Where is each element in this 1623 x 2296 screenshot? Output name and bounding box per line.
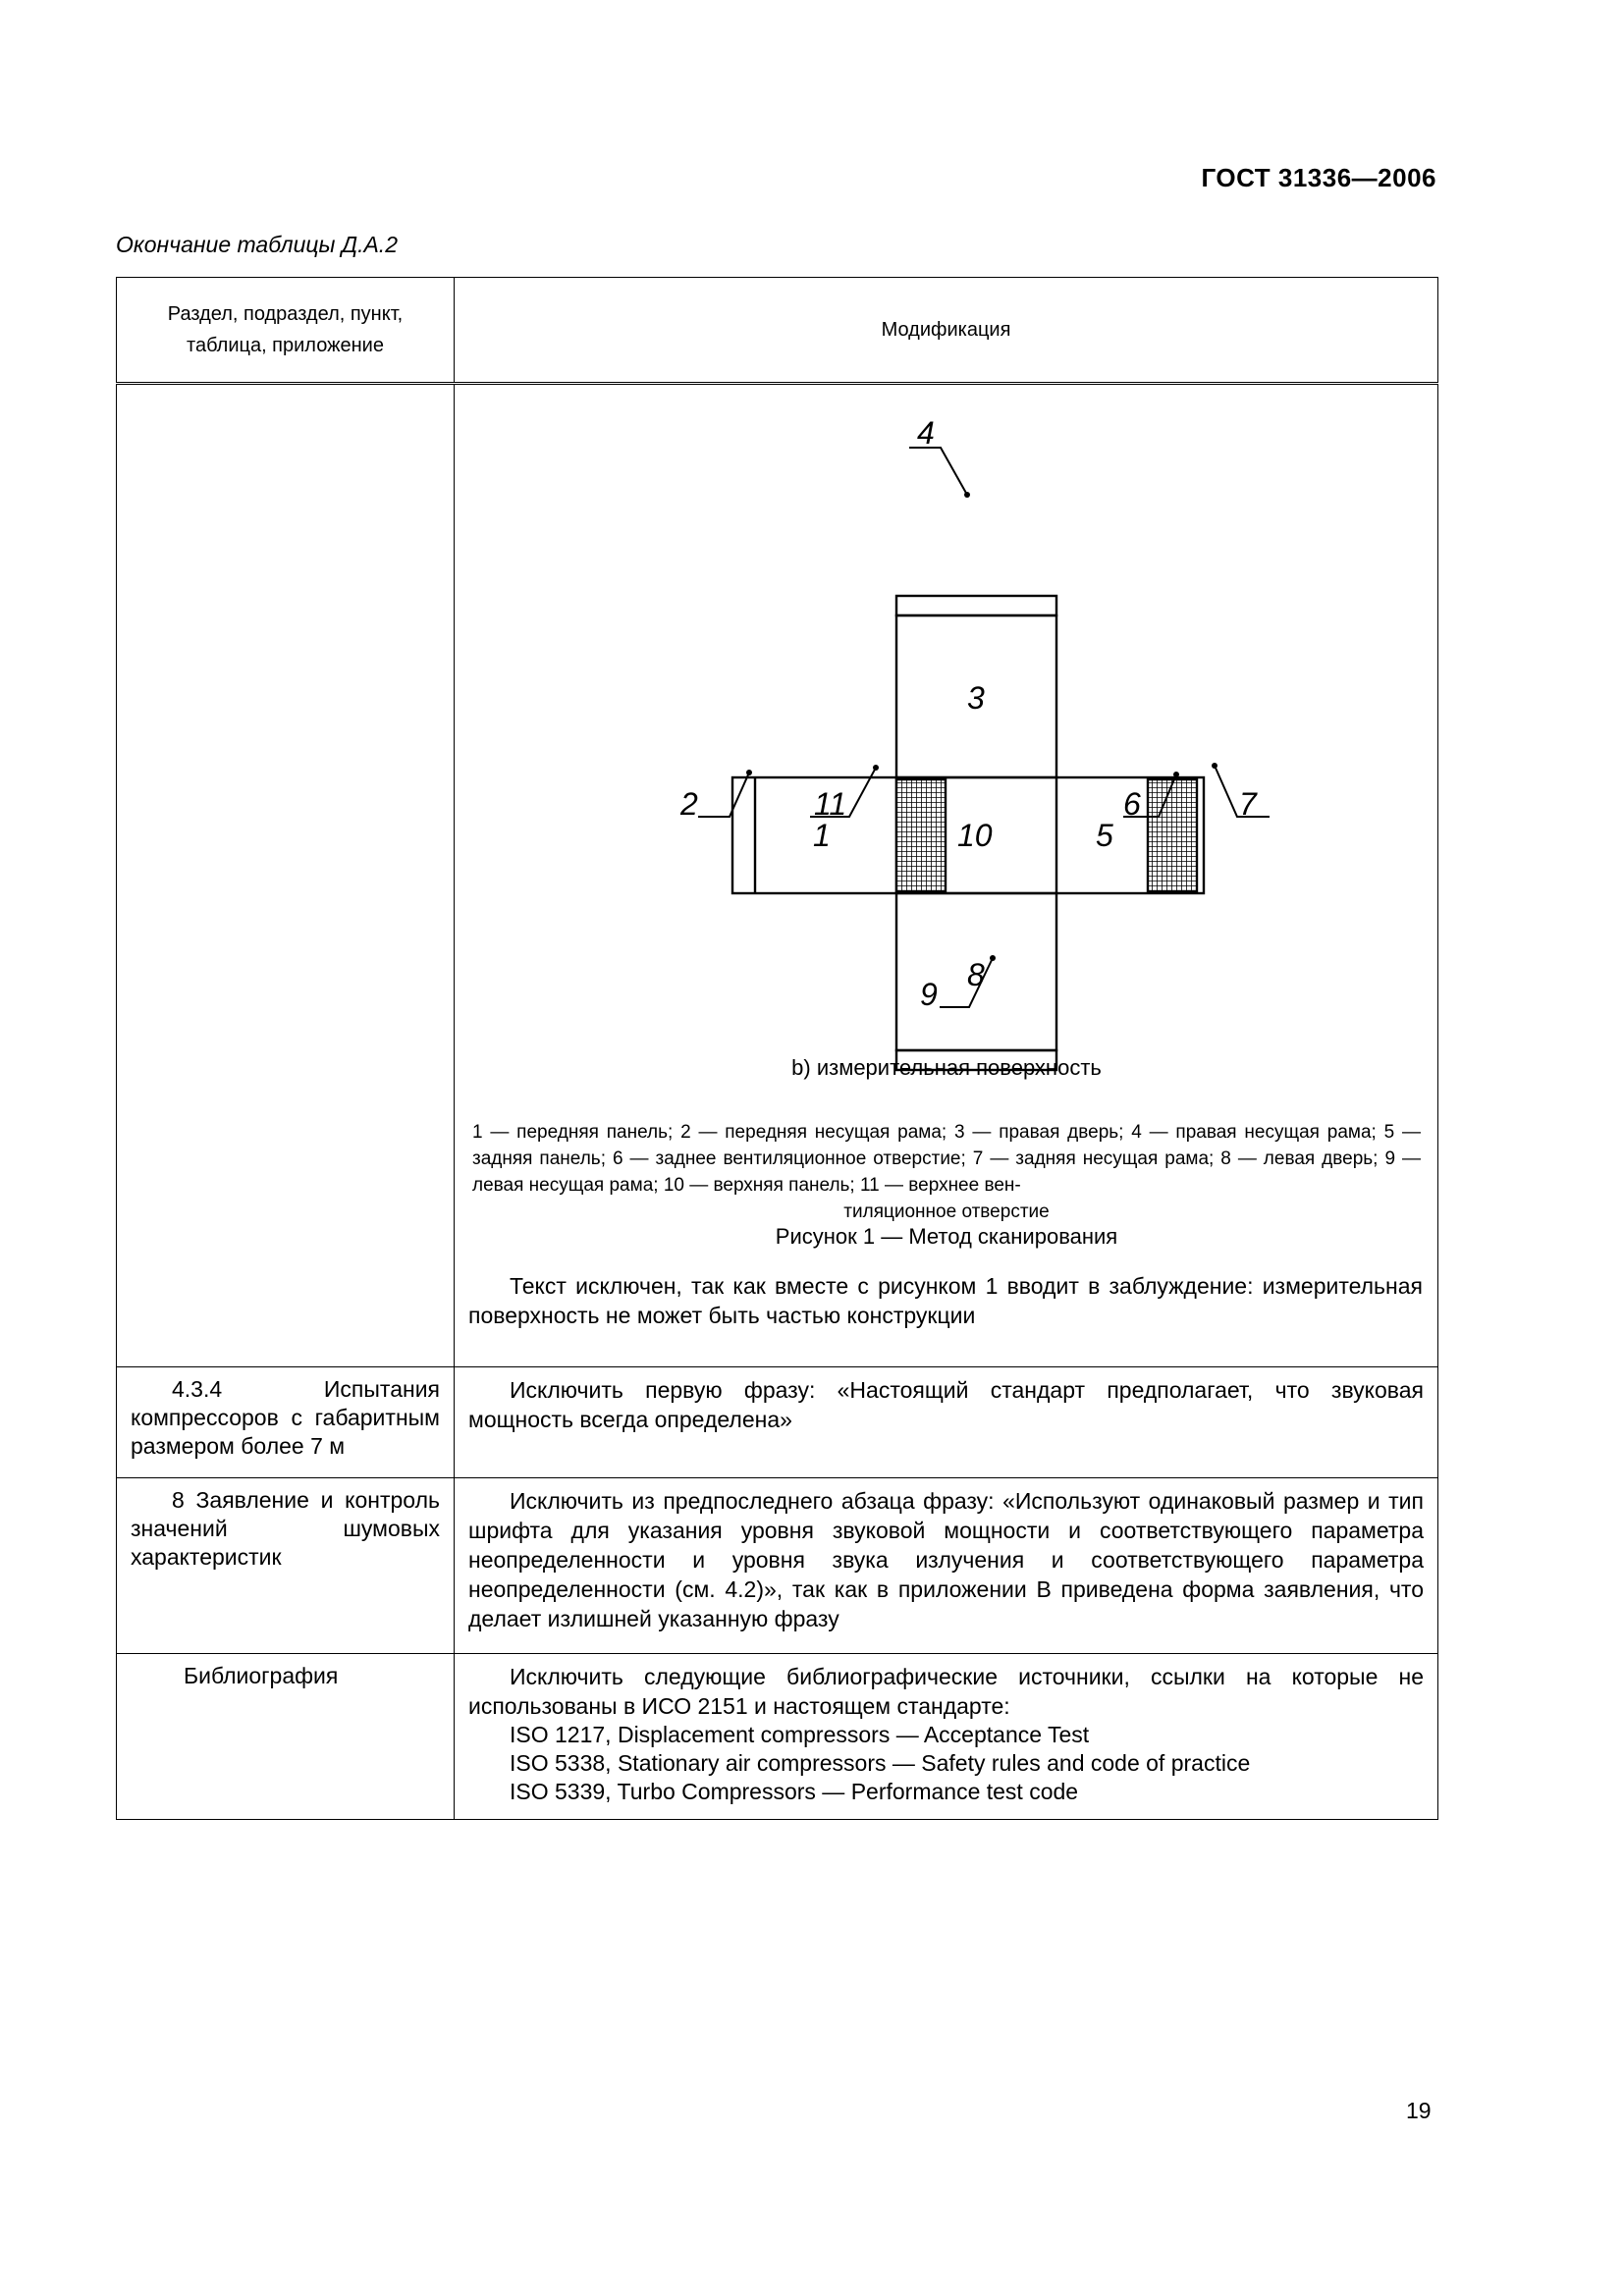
label-10: 10 (957, 818, 993, 853)
reference-item: ISO 5339, Turbo Compressors — Performance test code (510, 1779, 1079, 1804)
table-row (117, 384, 1438, 1367)
reference-item: ISO 1217, Displacement compressors — Acceptance Test (510, 1722, 1090, 1747)
label-1: 1 (813, 818, 831, 853)
section-cell: Библиография (117, 1654, 455, 1820)
label-9: 9 (920, 977, 938, 1012)
empty-section-cell (117, 384, 455, 1367)
modification-cell: Исключить следующие библиографические источники, ссылки на которые не использованы в ИСО 2151 и настоящем стандарте: ISO 1217, Displacement compressors — Acceptance Test ISO 5338, Stationary air compressors — Safety rules and code of practice ISO 5339, Turbo Compressors — Performance test code (455, 1654, 1438, 1820)
section-cell: 4.3.4 Испытания компрессоров с габаритным размером более 7 м (117, 1367, 455, 1478)
right-frame-4 (896, 596, 1056, 615)
reference-item: ISO 5338, Stationary air compressors — Safety rules and code of practice (510, 1750, 1251, 1776)
column-header-section: Раздел, подраздел, пункт, таблица, приложение (117, 278, 455, 384)
figure-title: Рисунок 1 — Метод сканирования (775, 1224, 1118, 1249)
label-2: 2 (680, 786, 698, 822)
standard-code: ГОСТ 31336—2006 (1201, 163, 1436, 192)
modifications-table (116, 277, 1438, 1820)
table-header-row (117, 278, 1438, 384)
label-7: 7 (1239, 786, 1257, 822)
modification-cell: Исключить первую фразу: «Настоящий стандарт предполагает, что звуковая мощность всегда определена» (455, 1367, 1438, 1478)
figure-legend (472, 1119, 1421, 1225)
figure-subcaption: b) измерительная поверхность (791, 1055, 1102, 1080)
label-4: 4 (917, 415, 935, 451)
table-row (117, 1654, 1438, 1820)
figure-legend-last-line: тиляционное отверстие (843, 1201, 1050, 1222)
table-caption: Окончание таблицы Д.А.2 (116, 232, 398, 257)
label-11: 11 (814, 786, 847, 822)
column-header-modification: Модификация (455, 278, 1438, 384)
figure-cell (455, 384, 1438, 1367)
label-5: 5 (1096, 818, 1113, 853)
modification-cell: Исключить из предпоследнего абзаца фразу: «Используют одинаковый размер и тип шрифта для указания уровня звуковой мощности и соответствующего параметра неопределенности и уровня звука излучения и соответствующего параметра неопределенности (см. 4.2)», так как в приложении В приведена форма заявления, что делает излишней указанную фразу (455, 1478, 1438, 1654)
label-8: 8 (967, 957, 985, 992)
label-6: 6 (1123, 786, 1141, 822)
section-cell: 8 Заявление и контроль значений шумовых характеристик (117, 1478, 455, 1654)
table-row (117, 1478, 1438, 1654)
figure-legend-text: 1 — передняя панель; 2 — передняя несущая рама; 3 — правая дверь; 4 — правая несущая рама; 5 — задняя панель; 6 — заднее вентиляционное отверстие; 7 — задняя несущая рама; 8 — левая дверь; 9 — левая несущая рама; 10 — верхняя панель; 11 — верхнее вен- (472, 1122, 1421, 1196)
page-number: 19 (1406, 2098, 1432, 2123)
top-vent-11 (896, 779, 946, 891)
table-row (117, 1367, 1438, 1478)
label-3: 3 (967, 680, 985, 716)
rear-vent-6 (1148, 779, 1197, 891)
figure-note: Текст исключен, так как вместе с рисунком 1 вводит в заблуждение: измерительная поверхность не может быть частью конструкции (468, 1273, 1423, 1328)
